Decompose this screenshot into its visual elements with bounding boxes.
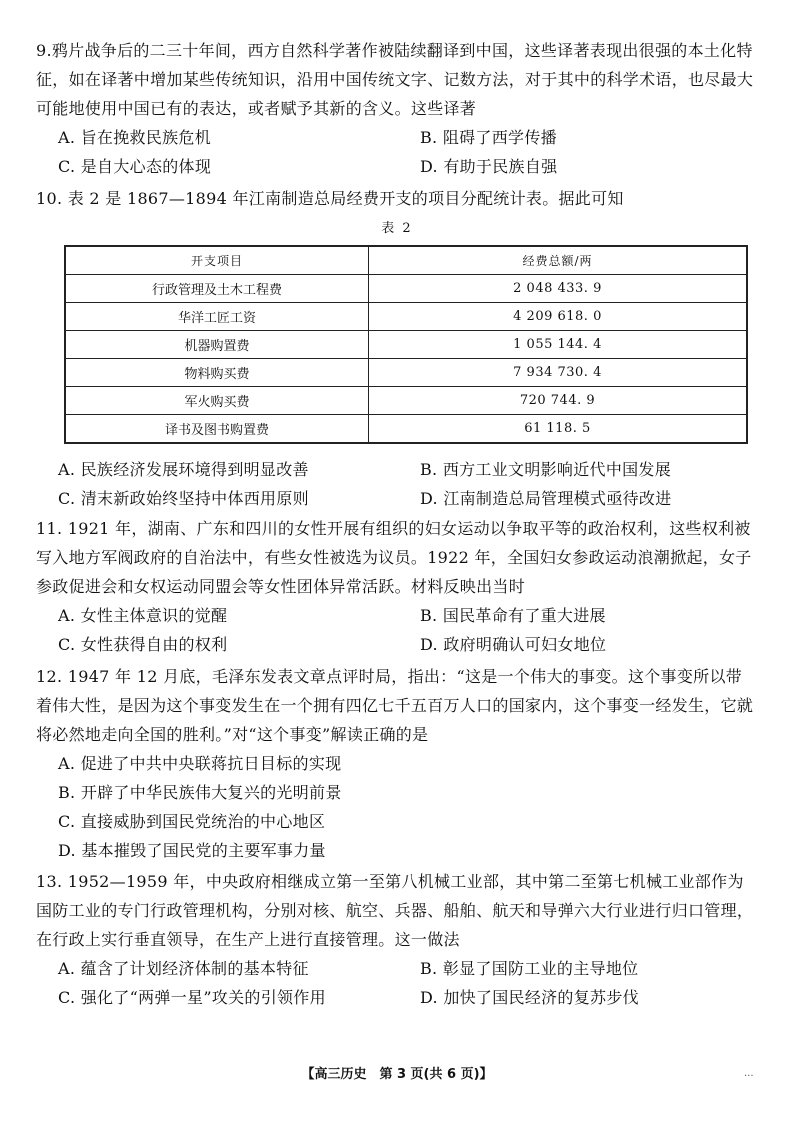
corner-mark: ... [744,1068,754,1079]
question-13-option-d[interactable]: D. 加快了国民经济的复苏步伐 [420,988,639,1007]
table-cell-item: 华洋工匠工资 [65,303,369,331]
table-header-row [65,246,747,275]
question-10-stem: 10. 表 2 是 1867—1894 年江南制造总局经费开支的项目分配统计表。据此可知 [36,189,624,208]
table-cell-amount: 7 934 730. 4 [369,359,748,387]
page-footer: 【高三历史 第 3 页(共 6 页)】 [301,1067,493,1082]
question-11-stem: 11. 1921 年，湖南、广东和四川的女性开展有组织的妇女运动以争取平等的政治权利，这些权利被写入地方军阀政府的自治法中，有些女性被选为议员。1922 年，全国妇女参政运动浪潮掀起，女子参政促进会和女权运动同盟会等女性团体异常活跃。材料反映出当时 [36,519,752,596]
question-9-option-d[interactable]: D. 有助于民族自强 [420,157,558,176]
question-13-options [36,954,758,1012]
question-11-option-b[interactable]: B. 国民革命有了重大进展 [420,606,606,625]
question-10-option-b[interactable]: B. 西方工业文明影响近代中国发展 [420,460,672,479]
table-cell-amount: 720 744. 9 [369,387,748,415]
question-10 [36,184,758,213]
question-13-option-a[interactable]: A. 蕴含了计划经济体制的基本特征 [58,959,309,978]
question-13-option-b[interactable]: B. 彰显了国防工业的主导地位 [420,959,639,978]
table-cell-item: 物料购买费 [65,359,369,387]
question-9 [36,36,758,181]
question-13 [36,867,758,1012]
table-cell-item: 行政管理及土木工程费 [65,275,369,303]
table-cell-amount: 4 209 618. 0 [369,303,748,331]
table-row [65,359,747,387]
table-cell-amount: 61 118. 5 [369,415,748,444]
table-row [65,415,747,444]
question-11-option-d[interactable]: D. 政府明确认可妇女地位 [420,635,607,654]
question-13-stem: 13. 1952—1959 年，中央政府相继成立第一至第八机械工业部，其中第二至第七机械工业部作为国防工业的专门行政管理机构，分别对核、航空、兵器、船舶、航天和导弹六大行业进行归口管理，在行政上实行垂直领导，在生产上进行直接管理。这一做法 [36,872,754,949]
table-row [65,275,747,303]
question-11-options [36,601,758,659]
table-cell-amount: 2 048 433. 9 [369,275,748,303]
question-9-option-c[interactable]: C. 是自大心态的体现 [58,157,212,176]
question-9-option-b[interactable]: B. 阻碍了西学传播 [420,128,557,147]
table-row [65,303,747,331]
table-cell-item: 军火购买费 [65,387,369,415]
question-12-stem: 12. 1947 年 12 月底，毛泽东发表文章点评时局，指出：“这是一个伟大的事变。这个事变所以带着伟大性，是因为这个事变发生在一个拥有四亿七千五百万人口的国家内，这个事变一经发生，它就将必然地走向全国的胜利。”对“这个事变”解读正确的是 [36,667,754,744]
table-cell-amount: 1 055 144. 4 [369,331,748,359]
expense-table [64,245,748,444]
question-10-option-d[interactable]: D. 江南制造总局管理模式亟待改进 [420,489,672,508]
question-12-option-d[interactable]: D. 基本摧毁了国民党的主要军事力量 [58,841,326,860]
question-9-stem: 9.鸦片战争后的二三十年间，西方自然科学著作被陆续翻译到中国，这些译著表现出很强的本土化特征，如在译著中增加某些传统知识，沿用中国传统文字、记数方法，对于其中的科学术语，也尽最大可能地使用中国已有的表达，或者赋予其新的含义。这些译著 [36,41,754,118]
question-11-option-c[interactable]: C. 女性获得自由的权利 [58,635,228,654]
question-10-option-a[interactable]: A. 民族经济发展环境得到明显改善 [58,460,309,479]
question-12-option-a[interactable]: A. 促进了中共中央联蒋抗日目标的实现 [58,754,342,773]
question-9-options [36,123,758,181]
question-10-options [36,455,758,513]
table-caption: 表 2 [381,221,413,236]
table-row [65,331,747,359]
table-row [65,387,747,415]
question-13-option-c[interactable]: C. 强化了“两弹一星”攻关的引领作用 [58,988,326,1007]
table-cell-item: 机器购置费 [65,331,369,359]
question-12-option-b[interactable]: B. 开辟了中华民族伟大复兴的光明前景 [58,783,342,802]
question-9-option-a[interactable]: A. 旨在挽救民族危机 [58,128,212,147]
question-11 [36,514,758,659]
question-10-option-c[interactable]: C. 清末新政始终坚持中体西用原则 [58,489,309,508]
table-header-amount: 经费总额/两 [369,246,748,275]
question-10-options-block [36,455,758,513]
table-cell-item: 译书及图书购置费 [65,415,369,444]
question-12-option-c[interactable]: C. 直接威胁到国民党统治的中心地区 [58,812,326,831]
question-11-option-a[interactable]: A. 女性主体意识的觉醒 [58,606,228,625]
table-header-item: 开支项目 [65,246,369,275]
question-12 [36,662,758,865]
